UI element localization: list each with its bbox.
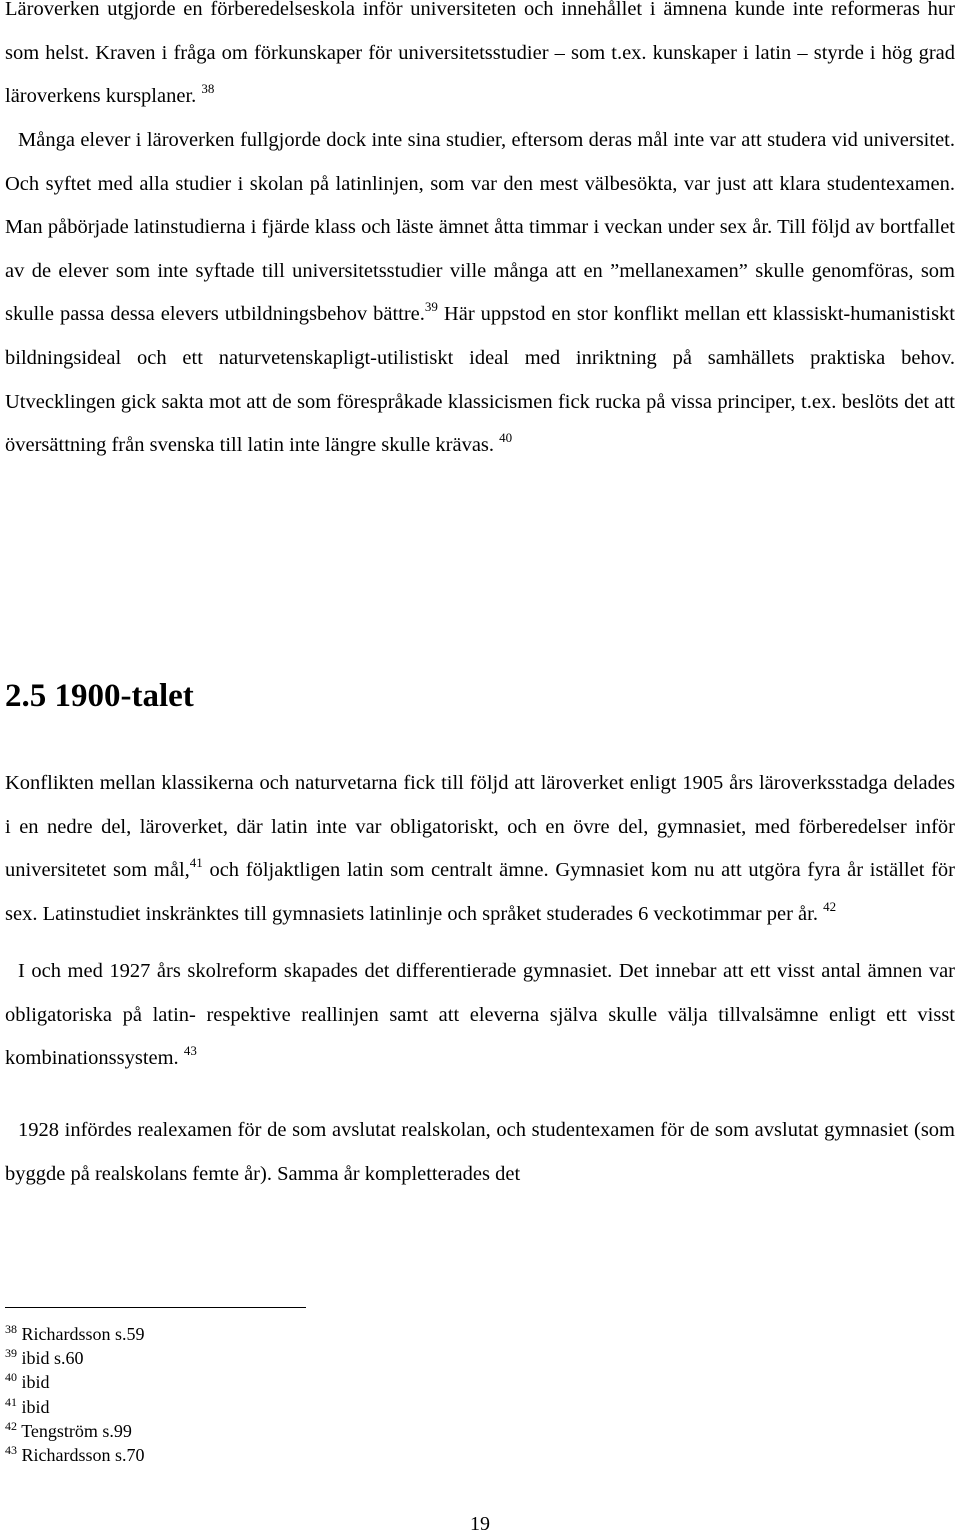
body-paragraph-3 (5, 762, 955, 936)
footnote-number: 41 (5, 1394, 17, 1409)
footnote-text: ibid s.60 (21, 1348, 84, 1369)
footnote-ref-39[interactable]: 39 (424, 299, 438, 315)
paragraph-text: och följaktligen latin som centralt ämne. Gymnasiet kom nu att utgöra fyra år istället för sex. Latinstudiet inskränktes till gymnasiets latinlinje och språket studerades 6 veckotimmar per år. (5, 859, 955, 925)
page-number: 19 (470, 1513, 490, 1535)
paragraph-text: 1928 infördes realexamen för de som avslutat realskolan, och studentexamen för de som avslutat gymnasiet (som byggde på realskolans femte år). Samma år kompletterades det (5, 1119, 955, 1185)
paragraph-text: Konflikten mellan klassikerna och naturvetarna fick till följd att läroverket enligt 1905 års läroverksstadga delades i en nedre del, läroverket, där latin inte var obligatoriskt, och en övre del, gymnasiet, med förberedelser inför universitetet som mål, (5, 772, 955, 882)
footnotes-list (5, 1322, 145, 1467)
footnote-number: 42 (5, 1418, 17, 1433)
paragraph-text: Här uppstod en stor konflikt mellan ett klassiskt-humanistiskt bildningsideal och ett naturvetenskapligt-utilistiskt ideal med inriktning på samhällets praktiska behov. Utvecklingen gick sakta mot att de som förespråkade klassicismen fick rucka på vissa principer, t.ex. beslöts det att översättning från svenska till latin inte längre skulle krävas. (5, 303, 955, 457)
footnote-number: 43 (5, 1443, 17, 1458)
footnote-text: Tengström s.99 (21, 1420, 132, 1441)
paragraph-text: Många elever i läroverken fullgjorde dock inte sina studier, eftersom deras mål inte var att studera vid universitet. Och syftet med alla studier i skolan på latinlinjen, som var den mest välbesökta, var just att klara studentexamen. Man påbörjade latinstudierna i fjärde klass och läste ämnet åtta timmar i veckan under sex år. Till följd av bortfallet av de elever som inte syftade till universitetsstudier ville många att en ”mellanexamen” skulle genomföras, som skulle passa dessa elevers utbildningsbehov bättre. (5, 129, 955, 326)
paragraph-text: Läroverken utgjorde en förberedelseskola inför universiteten och innehållet i ämnena kunde inte reformeras hur som helst. Kraven i fråga om förkunskaper för universitetsstudier – som t.ex. kunskaper i latin – styrde i hög grad läroverkens kursplaner. (5, 0, 955, 108)
footnote-text: Richardsson s.59 (21, 1324, 145, 1344)
section-heading: 2.5 1900-talet (5, 678, 194, 714)
footnote-item (5, 1419, 145, 1443)
body-paragraph-2 (5, 119, 955, 468)
footnote-ref-38[interactable]: 38 (201, 81, 215, 97)
footnote-number: 38 (5, 1322, 17, 1336)
footnote-ref-41[interactable]: 41 (189, 855, 203, 871)
footnote-item (5, 1395, 145, 1419)
body-paragraph-5 (5, 1109, 955, 1196)
footnote-number: 39 (5, 1346, 17, 1361)
footnote-item (5, 1370, 145, 1394)
footnote-item (5, 1346, 145, 1370)
paragraph-text: I och med 1927 års skolreform skapades det differentierade gymnasiet. Det innebar att ett visst antal ämnen var obligatoriska på latin- respektive reallinjen samt att eleverna själva skulle välja tillvalsämne enligt ett visst kombinationssystem. (5, 960, 955, 1070)
footnote-number: 40 (5, 1370, 17, 1385)
footnote-item (5, 1443, 145, 1467)
footnote-ref-40[interactable]: 40 (499, 430, 513, 446)
footnote-text: ibid (21, 1396, 50, 1417)
body-paragraph-4 (5, 950, 955, 1081)
footnote-item (5, 1322, 145, 1346)
footnote-ref-42[interactable]: 42 (823, 898, 837, 914)
footnote-ref-43[interactable]: 43 (183, 1043, 197, 1059)
footnote-text: ibid (21, 1372, 50, 1393)
body-paragraph-1 (5, 0, 955, 119)
footnote-separator (5, 1307, 306, 1308)
footnote-text: Richardsson s.70 (21, 1445, 145, 1466)
